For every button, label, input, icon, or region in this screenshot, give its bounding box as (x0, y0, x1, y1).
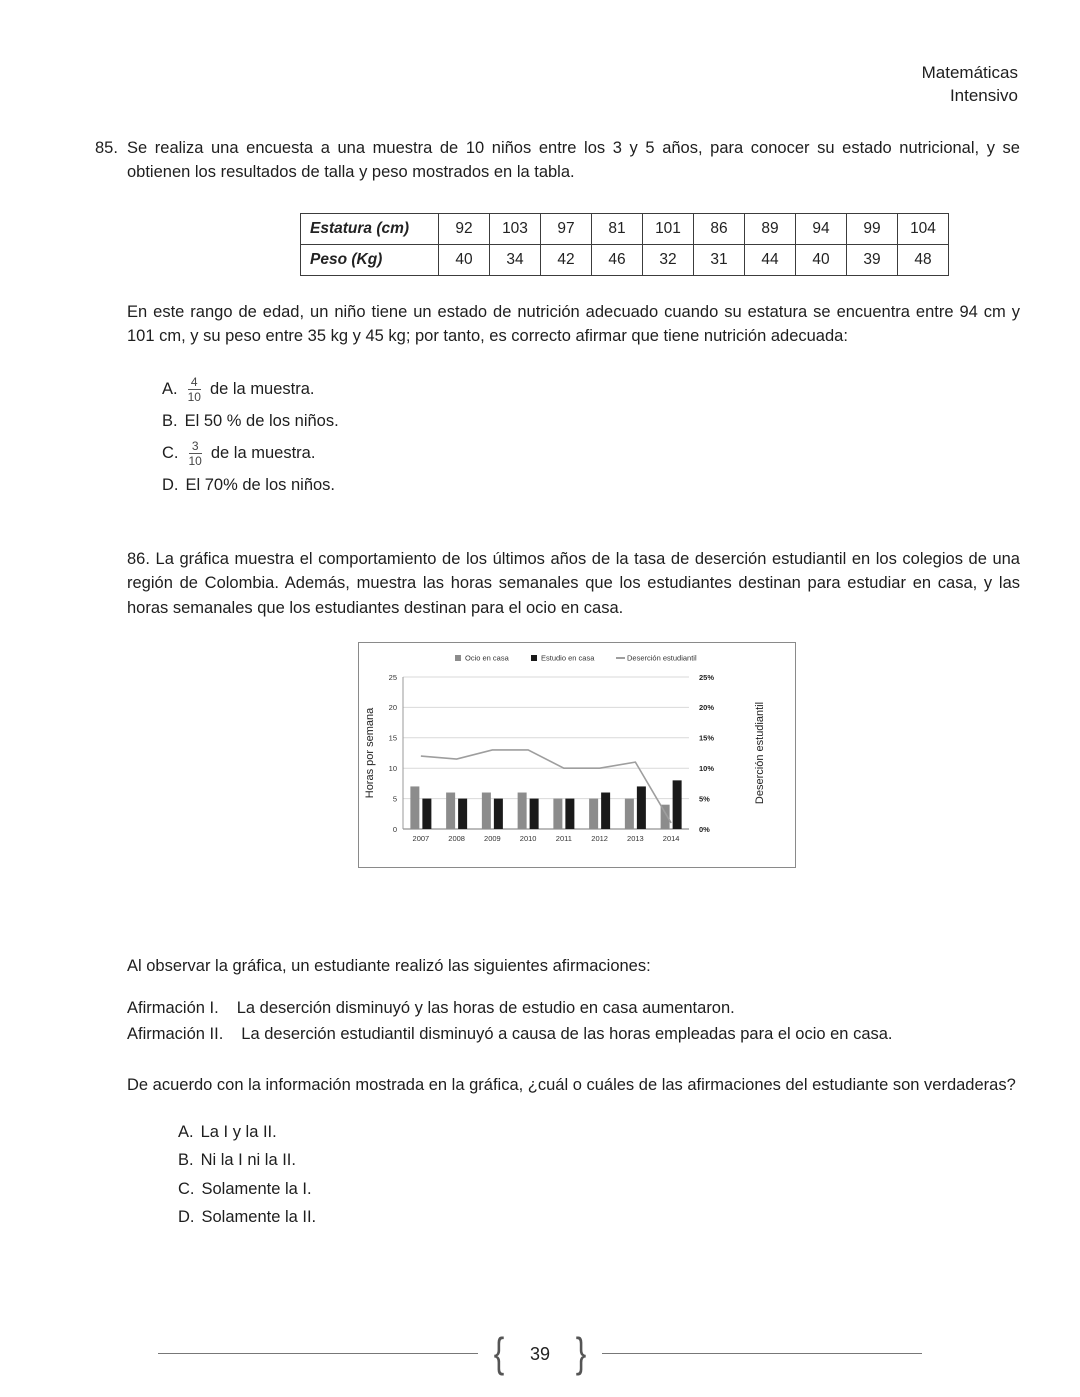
option-letter: D. (178, 1208, 195, 1227)
right-axis-tick: 20% (699, 703, 715, 713)
option-letter: D. (162, 476, 179, 495)
option-c (162, 437, 1080, 471)
footer-brace-left: { (493, 1329, 505, 1376)
fraction-denominator: 10 (187, 389, 201, 404)
fraction-numerator: 4 (188, 375, 201, 390)
right-axis-tick: 0% (699, 824, 710, 834)
option-d (178, 1204, 1080, 1230)
option-text: de la muestra. (209, 380, 315, 399)
legend-label: Ocio en casa (465, 653, 509, 663)
header-subject: Matemáticas (921, 63, 1018, 82)
table-row-label: Peso (Kg) (301, 244, 439, 275)
question-86-options (178, 1119, 1080, 1231)
left-axis-tick: 25 (388, 672, 397, 682)
header-course: Intensivo (949, 85, 1018, 105)
question-85-intro (95, 136, 1020, 185)
table-cell: 40 (796, 244, 847, 275)
option-c (178, 1176, 1080, 1202)
table-cell: 44 (745, 244, 796, 275)
question-86-number: 86. (127, 549, 150, 568)
x-axis-tick: 2013 (627, 834, 644, 844)
table-row-label: Estatura (cm) (301, 213, 439, 244)
page-header (0, 0, 1080, 108)
bar (637, 787, 646, 830)
question-85-intro-text: Se realiza una encuesta a una muestra de 10 niños entre los 3 y 5 años, para conocer su estado nutricional, y se obtienen los resultados de talla y peso mostrados en la tabla. (127, 138, 1020, 182)
afirmacion-2 (127, 1022, 1020, 1047)
option-text: El 70% de los niños. (185, 476, 336, 495)
table-cell: 97 (541, 213, 592, 244)
table-cell: 39 (847, 244, 898, 275)
table-cell: 34 (490, 244, 541, 275)
option-letter: C. (162, 444, 179, 463)
right-axis-tick: 15% (699, 733, 715, 743)
afirmaciones-block (127, 996, 1020, 1046)
x-axis-tick: 2014 (662, 834, 680, 844)
x-axis-tick: 2007 (412, 834, 430, 844)
table-cell: 101 (643, 213, 694, 244)
fraction (185, 375, 204, 405)
option-text: Solamente la I. (201, 1179, 312, 1198)
bar (518, 793, 527, 829)
footer-brace-right: } (575, 1329, 587, 1376)
chart-figure (358, 642, 796, 868)
option-b (162, 408, 1080, 434)
option-text: Ni la I ni la II. (200, 1151, 296, 1170)
option-letter: B. (178, 1151, 194, 1170)
table-cell: 40 (439, 244, 490, 275)
footer-rule-right (602, 1353, 922, 1354)
table-cell: 31 (694, 244, 745, 275)
fraction-numerator: 3 (189, 439, 202, 454)
option-b (178, 1147, 1080, 1173)
afirmacion-label: Afirmación I. (127, 999, 219, 1018)
question-86-intro (127, 547, 1020, 620)
right-axis-tick: 25% (699, 672, 715, 682)
table-cell: 86 (694, 213, 745, 244)
bar (589, 799, 598, 829)
table-cell: 104 (898, 213, 949, 244)
measurements-table (300, 213, 949, 276)
observe-statement: Al observar la gráfica, un estudiante realizó las siguientes afirmaciones: (127, 957, 651, 976)
table-cell: 46 (592, 244, 643, 275)
option-text: Solamente la II. (201, 1208, 317, 1227)
x-axis-tick: 2012 (591, 834, 608, 844)
option-letter: A. (162, 380, 178, 399)
question-85-options (162, 373, 1080, 499)
legend-label: Deserción estudiantil (627, 653, 697, 663)
question-86-prompt: De acuerdo con la información mostrada en la gráfica, ¿cuál o cuáles de las afirmaciones del estudiante son verdaderas? (127, 1075, 1016, 1094)
fraction (186, 439, 205, 469)
afirmacion-text: La deserción estudiantil disminuyó a causa de las horas empleadas para el ocio en casa. (241, 1024, 893, 1043)
option-letter: A. (178, 1123, 194, 1142)
footer-rule-left (158, 1353, 478, 1354)
option-a (162, 373, 1080, 407)
option-text: La I y la II. (200, 1123, 277, 1142)
bar (530, 799, 539, 829)
table-cell: 81 (592, 213, 643, 244)
question-85-body: En este rango de edad, un niño tiene un estado de nutrición adecuado cuando su estatura se encuentra entre 94 cm y 101 cm, y su peso entre 35 kg y 45 kg; por tanto, es correcto afirmar que tiene nutrición adecuada: (127, 302, 1020, 346)
left-axis-tick: 20 (388, 703, 397, 713)
x-axis-tick: 2008 (448, 834, 465, 844)
bar (565, 799, 574, 829)
x-axis-tick: 2010 (519, 834, 537, 844)
bar (482, 793, 491, 829)
option-d (162, 472, 1080, 498)
bar (494, 799, 503, 829)
right-axis-title: Deserción estudiantil (754, 702, 766, 805)
bar (446, 793, 455, 829)
measurements-table-body (301, 213, 949, 275)
left-axis-tick: 5 (392, 794, 397, 804)
option-text: de la muestra. (210, 444, 316, 463)
fraction-denominator: 10 (188, 454, 202, 469)
bar (553, 799, 562, 829)
question-86-intro-text: La gráfica muestra el comportamiento de los últimos años de la tasa de deserción estudiantil en los colegios de una región de Colombia. Además, muestra las horas semanales que los estudiantes destinan para estudiar en casa, y las horas semanales que los estudiantes destinan para el ocio en casa. (127, 549, 1020, 617)
chart-svg (359, 643, 795, 867)
left-axis-title: Horas por semana (364, 707, 376, 799)
table-cell: 42 (541, 244, 592, 275)
page-number: 39 (529, 1343, 551, 1364)
table-row (301, 244, 949, 275)
table-cell: 32 (643, 244, 694, 275)
table-row (301, 213, 949, 244)
table-cell: 92 (439, 213, 490, 244)
afirmacion-text: La deserción disminuyó y las horas de estudio en casa aumentaron. (236, 999, 735, 1018)
option-a (178, 1119, 1080, 1145)
bar (422, 799, 431, 829)
left-axis-tick: 0 (392, 824, 397, 834)
bar (410, 787, 419, 830)
legend-swatch (455, 655, 461, 661)
x-axis-tick: 2011 (555, 834, 572, 844)
bar (625, 799, 634, 829)
table-cell: 89 (745, 213, 796, 244)
bar (673, 780, 682, 829)
option-letter: B. (162, 412, 178, 431)
left-axis-tick: 15 (388, 733, 397, 743)
bar (458, 799, 467, 829)
option-text: El 50 % de los niños. (184, 412, 339, 431)
legend-swatch (531, 655, 537, 661)
x-axis-tick: 2009 (484, 834, 501, 844)
right-axis-tick: 10% (699, 764, 715, 774)
legend-label: Estudio en casa (541, 653, 595, 663)
afirmacion-label: Afirmación II. (127, 1024, 224, 1043)
question-85-number: 85. (95, 138, 118, 157)
right-axis-tick: 5% (699, 794, 710, 804)
option-letter: C. (178, 1179, 195, 1198)
table-cell: 48 (898, 244, 949, 275)
table-cell: 94 (796, 213, 847, 244)
bar (601, 793, 610, 829)
table-cell: 103 (490, 213, 541, 244)
page-footer (0, 1329, 1080, 1376)
table-cell: 99 (847, 213, 898, 244)
left-axis-tick: 10 (388, 764, 397, 774)
afirmacion-1 (127, 996, 1020, 1021)
